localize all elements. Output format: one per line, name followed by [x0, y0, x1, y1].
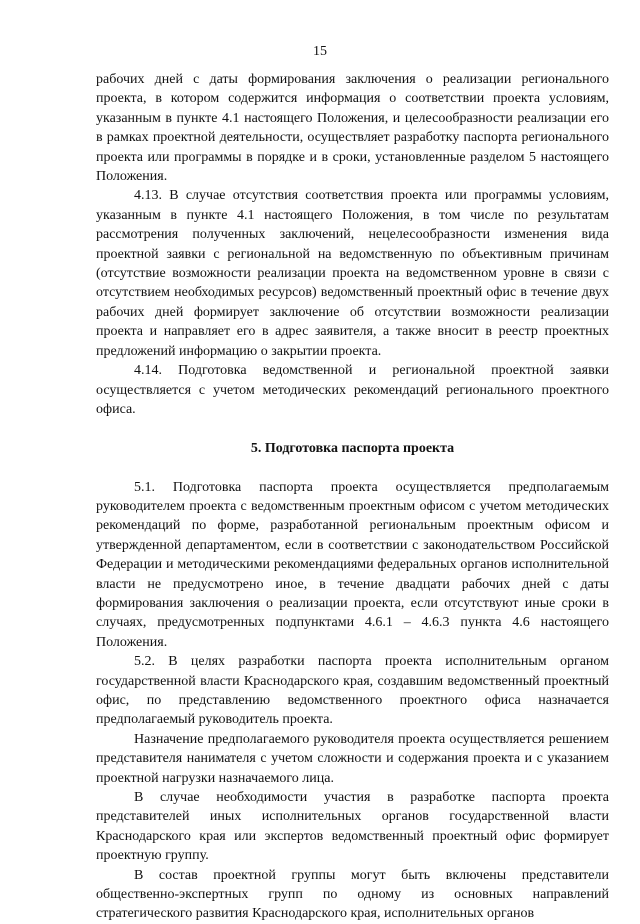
section-heading: 5. Подготовка паспорта проекта [250, 440, 455, 456]
page-number: 15 [313, 44, 327, 59]
paragraph: рабочих дней с даты формирования заключения о реализации регионального проекта, в котором содержится информация о соответствии проекта условиям, указанным в пункте 4.1 настоящего Положения, и целесообразности реализации его в рамках проектной деятельности, осуществляет разработку паспорта регионального проекта или программы в порядке и в сроки, установленные разделом 5 настоящего Положения. [96, 72, 609, 185]
paragraph: 4.14. Подготовка ведомственной и региональной проектной заявки осуществляется с учетом методических рекомендаций регионального проектного офиса. [96, 363, 609, 417]
paragraph: В состав проектной группы могут быть включены представители общественно-экспертных групп по одному из основных направлений стратегического развития Краснодарского края, исполнительных органов [96, 867, 609, 922]
document-body [96, 70, 609, 924]
paragraph: В случае необходимости участия в разработке паспорта проекта представителей иных исполнительных органов государственной власти Краснодарского края или экспертов ведомственный проектный офис формирует проектную группу. [96, 790, 609, 864]
paragraph: Назначение предполагаемого руководителя проекта осуществляется решением представителя нанимателя с учетом сложности и содержания проекта и с указанием проектной нагрузки назначаемого лица. [96, 731, 609, 786]
paragraph: 5.1. Подготовка паспорта проекта осуществляется предполагаемым руководителем проекта с ведомственным проектным офисом с учетом методических рекомендаций по форме, разработанной региональным проектным офисом и утвержденной департаментом, если в соответствии с законодательством Российской Федерации и методическими рекомендациями федеральных органов исполнительной власти не предусмотрено иное, в течение двадцати рабочих дней с даты формирования заключения о реализации проекта, если отсутствуют иные сроки в случаях, предусмотренных подпунктами 4.6.1 – 4.6.3 пункта 4.6 настоящего Положения. [96, 479, 609, 650]
paragraph: 5.2. В целях разработки паспорта проекта исполнительным органом государственной власти Краснодарского края, создавшим ведомственный проектный офис, по представлению ведомственного проектного офиса назначается предполагаемый руководитель проекта. [96, 654, 609, 728]
paragraph: 4.13. В случае отсутствия соответствия проекта или программы условиям, указанным в пункте 4.1 настоящего Положения, в том числе по результатам рассмотрения полученных заключений, нецелесообразности изменения вида проектной заявки с региональной на ведомственную по объективным причинам (отсутствие возможности реализации проекта на ведомственном уровне в связи с отсутствием необходимых ресурсов) ведомственный проектный офис в течение двух рабочих дней формирует заключение об отсутствии возможности реализации проекта и направляет его в адрес заявителя, а также вносит в реестр проектных предложений информацию о закрытии проекта. [96, 188, 609, 359]
